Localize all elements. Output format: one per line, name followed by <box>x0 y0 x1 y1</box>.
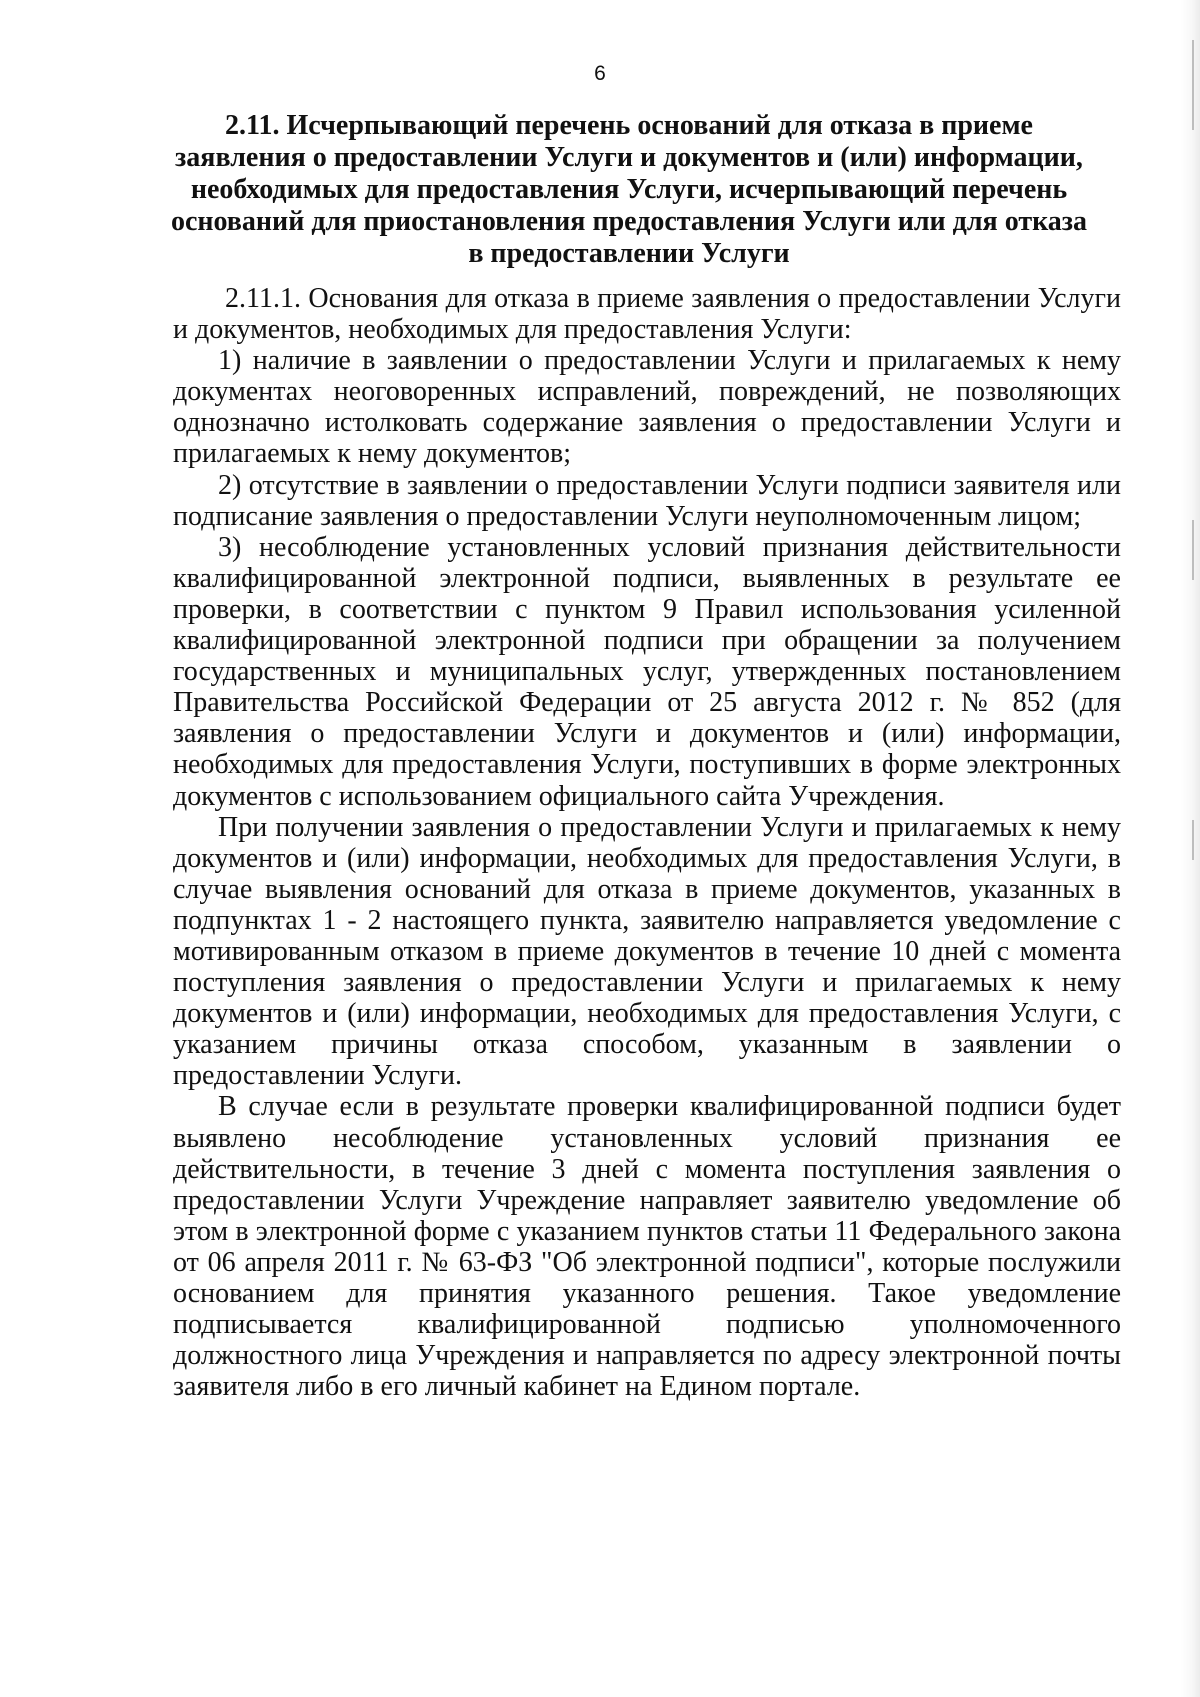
list-item-2: 2) отсутствие в заявлении о предоставлении Услуги подписи заявителя или подписание заявления о предоставлении Услуги неуполномоченным лицом; <box>173 469 1121 532</box>
list-item-3: 3) несоблюдение установленных условий признания действительности квалифицированной электронной подписи, выявленных в результате ее проверки, в соответствии с пунктом 9 Правил использования усиленной квалифицированной электронной подписи при обращении за получением государственных и муниципальных услуг, утвержденных постановлением Правительства Российской Федерации от 25 августа 2012 г. № 852 (для заявления о предоставлении Услуги и документов и (или) информации, необходимых для предоставления Услуги, поступивших в форме электронных документов с использованием официального сайта Учреждения. <box>173 531 1121 812</box>
scan-edge-shadow <box>1180 0 1200 1697</box>
list-item-1: 1) наличие в заявлении о предоставлении Услуги и прилагаемых к нему документах неоговоренных исправлений, повреждений, не позволяющих однозначно истолковать содержание заявления о предоставлении Услуги и прилагаемых к нему документов; <box>173 345 1121 470</box>
paragraph-signature-check: В случае если в результате проверки квалифицированной подписи будет выявлено несоблюдение установленных условий признания ее действительности, в течение 3 дней с момента поступления заявления о предоставлении Услуги Учреждение направляет заявителю уведомление об этом в электронной форме с указанием пунктов статьи 11 Федерального закона от 06 апреля 2011 г. № 63-ФЗ "Об электронной подписи", которые послужили основанием для принятия указанного решения. Такое уведомление подписывается квалифицированной подписью уполномоченного должностного лица Учреждения и направляется по адресу электронной почты заявителя либо в его личный кабинет на Едином портале. <box>173 1091 1121 1403</box>
paragraph-2-11-1: 2.11.1. Основания для отказа в приеме заявления о предоставлении Услуги и документов, необходимых для предоставления Услуги: <box>173 283 1121 346</box>
page-number: 6 <box>594 62 606 85</box>
scan-edge-mark <box>1192 520 1194 580</box>
paragraph-notification: При получении заявления о предоставлении Услуги и прилагаемых к нему документов и (или) информации, необходимых для предоставления Услуги, в случае выявления оснований для отказа в приеме документов, указанных в подпунктах 1 - 2 настоящего пункта, заявителю направляется уведомление с мотивированным отказом в приеме документов в течение 10 дней с момента поступления заявления о предоставлении Услуги и прилагаемых к нему документов и (или) информации, необходимых для предоставления Услуги, с указанием причины отказа способом, указанным в заявлении о предоставлении Услуги. <box>173 811 1121 1092</box>
scan-edge-mark <box>1192 820 1194 860</box>
section-heading: 2.11. Исчерпывающий перечень оснований для отказа в приеме заявления о предоставлении Услуги и документов и (или) информации, необходимых для предоставления Услуги, исчерпывающий перечень оснований для приостановления предоставления Услуги или для отказа в предоставлении Услуги <box>170 110 1088 269</box>
document-body <box>173 283 1121 1402</box>
